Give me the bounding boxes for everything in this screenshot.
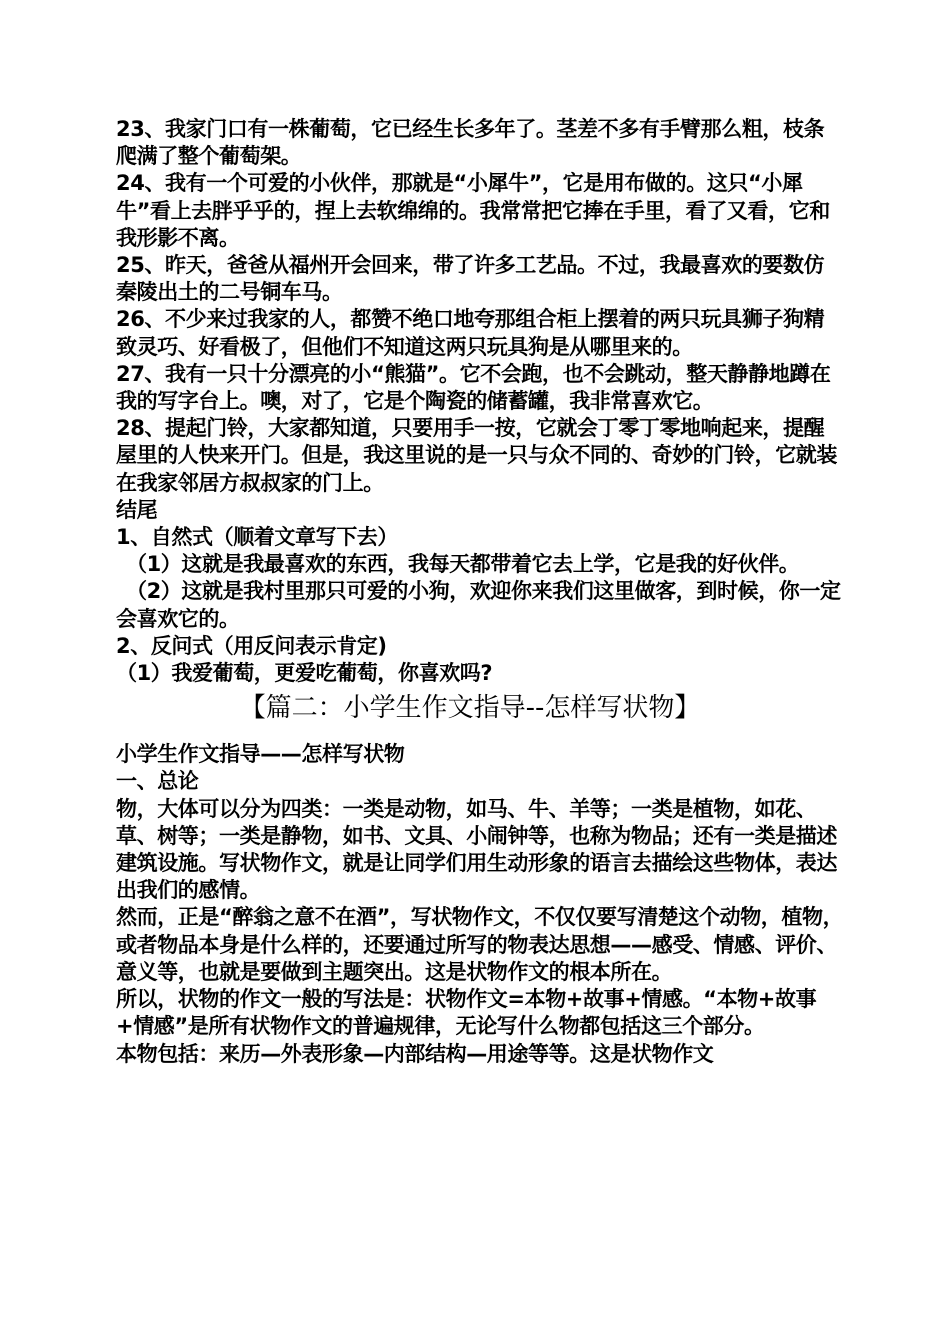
section-subtitle: 小学生作文指导——怎样写状物 (116, 742, 405, 767)
section-paragraph-1: 物，大体可以分为四类：一类是动物，如马、牛、羊等；一类是植物，如花、草、树等；一类是静物，如书、文具、小闹钟等，也称为物品；还有一类是描述建筑设施。写状物作文，就是让同学们用生动形象的语言去描绘这些物体，表达出我们的感情。 (116, 796, 837, 903)
ending-method-2: 2、反问式（用反问表示肯定) (116, 633, 387, 658)
document-page (116, 116, 844, 1068)
ending-example-3: （1）我爱葡萄，更爱吃葡萄，你喜欢吗? (116, 661, 493, 686)
section-paragraph-3: 所以，状物的作文一般的写法是：状物作文=本物+故事+情感。“本物+故事+情感”是所有状物作文的普遍规律，无论写什么物都包括这三个部分。 (116, 987, 817, 1039)
ending-heading: 结尾 (116, 497, 158, 522)
paragraph-27: 27、我有一只十分漂亮的小“熊猫”。它不会跑，也不会跳动，整天静静地蹲在我的写字台上。噢，对了，它是个陶瓷的储蓄罐，我非常喜欢它。 (116, 361, 831, 414)
paragraph-24: 24、我有一个可爱的小伙伴，那就是“小犀牛”，它是用布做的。这只“小犀牛”看上去胖乎乎的，捏上去软绵绵的。我常常把它捧在手里，看了又看，它和我形影不离。 (116, 171, 830, 250)
section-paragraph-4: 本物包括：来历—外表形象—内部结构—用途等等。这是状物作文 (116, 1041, 714, 1066)
section-title: 【篇二：小学生作文指导--怎样写状物】 (239, 693, 701, 724)
section-paragraph-2: 然而，正是“醉翁之意不在酒”，写状物作文，不仅仅要写清楚这个动物，植物，或者物品本身是什么样的，还要通过所写的物表达思想——感受、情感、评价、意义等，也就是要做到主题突出。这是状物作文的根本所在。 (116, 905, 844, 984)
paragraph-26: 26、不少来过我家的人，都赞不绝口地夸那组合柜上摆着的两只玩具狮子狗精致灵巧、好看极了，但他们不知道这两只玩具狗是从哪里来的。 (116, 307, 825, 359)
ending-example-2: （2）这就是我村里那只可爱的小狗，欢迎你来我们这里做客，到时候，你一定会喜欢它的。 (116, 579, 841, 631)
paragraph-25: 25、昨天，爸爸从福州开会回来，带了许多工艺品。不过，我最喜欢的要数仿秦陵出土的二号铜车马。 (116, 253, 825, 305)
ending-example-1: （1）这就是我最喜欢的东西，我每天都带着它去上学，它是我的好伙伴。 (126, 552, 800, 577)
ending-method-1: 1、自然式（顺着文章写下去） (116, 525, 399, 550)
paragraph-23: 23、我家门口有一株葡萄，它已经生长多年了。茎差不多有手臂那么粗，枝条爬满了整个葡萄架。 (116, 117, 825, 169)
paragraph-28: 28、提起门铃，大家都知道，只要用手一按，它就会丁零丁零地响起来，提醒屋里的人快来开门。但是，我这里说的是一只与众不同的、奇妙的门铃，它就装在我家邻居方叔叔家的门上。 (116, 416, 837, 495)
section-heading-general: 一、总论 (116, 769, 199, 794)
